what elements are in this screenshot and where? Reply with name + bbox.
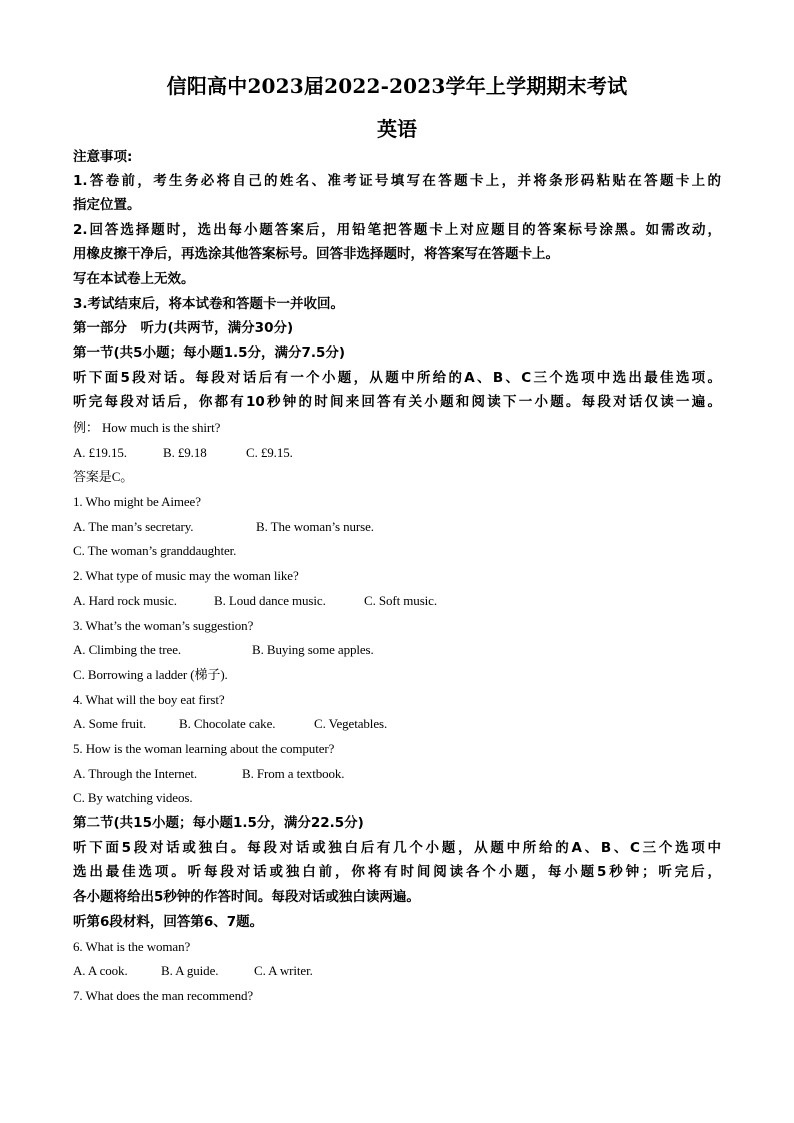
question-2-options	[73, 592, 733, 610]
question-6-option-b: B. A guide.	[161, 963, 219, 978]
question-5-option-c: C. By watching videos.	[73, 790, 193, 805]
question-1-option-b: B. The woman’s nurse.	[256, 519, 374, 534]
question-6: 6. What is the woman?	[73, 939, 191, 954]
question-2-option-b: B. Loud dance music.	[214, 593, 326, 608]
question-4-option-c: C. Vegetables.	[314, 716, 388, 731]
question-5-options-ab	[73, 765, 733, 783]
example-answer: 答案是C。	[73, 469, 134, 484]
question-1: 1. Who might be Aimee?	[73, 494, 201, 509]
question-3-option-c: C. Borrowing a ladder (梯子).	[73, 667, 228, 682]
question-5: 5. How is the woman learning about the computer?	[73, 741, 335, 756]
question-6-options	[73, 962, 733, 980]
question-3-option-a: A. Climbing the tree.	[73, 642, 182, 657]
question-6-option-a: A. A cook.	[73, 963, 128, 978]
example-option-a: A. £19.15.	[73, 445, 127, 460]
notice-item-1-line-2: 指定位置。	[73, 197, 141, 213]
example-option-c: C. £9.15.	[246, 445, 293, 460]
question-4-option-a: A. Some fruit.	[73, 716, 146, 731]
question-1-options-ab	[73, 518, 733, 536]
question-2-option-a: A. Hard rock music.	[73, 593, 177, 608]
notice-item-2-line-2: 用橡皮擦干净后，再选涂其他答案标号。回答非选择题时，将答案写在答题卡上。	[73, 246, 559, 262]
question-2: 2. What type of music may the woman like?	[73, 568, 299, 583]
exam-title: 信阳高中2023届2022-2023学年上学期期末考试	[166, 74, 628, 98]
notice-item-1-line-1: 1.答卷前，考生务必将自己的姓名、准考证号填写在答题卡上，并将条形码粘贴在答题卡上的	[73, 173, 721, 189]
question-4-option-b: B. Chocolate cake.	[179, 716, 276, 731]
section-1-heading: 第一节(共5小题；每小题1.5分，满分7.5分)	[73, 345, 346, 361]
example-question: 例： How much is the shirt?	[73, 420, 221, 435]
notice-item-2-line-1: 2.回答选择题时，选出每小题答案后，用铅笔把答题卡上对应题目的答案标号涂黑。如需改动，	[73, 222, 721, 238]
question-3-option-b: B. Buying some apples.	[252, 642, 374, 657]
section-2-instruction-line-2: 选出最佳选项。听每段对话或独白前，你将有时间阅读各个小题，每小题5秒钟；听完后，	[73, 864, 721, 880]
section-2-instruction-line-3: 各小题将给出5秒钟的作答时间。每段对话或独白读两遍。	[73, 889, 420, 905]
question-1-option-a: A. The man’s secretary.	[73, 519, 194, 534]
section-1-instruction-line-1: 听下面5段对话。每段对话后有一个小题，从题中所给的A、B、C三个选项中选出最佳选项。	[73, 370, 721, 386]
question-7: 7. What does the man recommend?	[73, 988, 254, 1003]
section-2-instruction-line-1: 听下面5段对话或独白。每段对话或独白后有几个小题，从题中所给的A、B、C三个选项中	[73, 840, 721, 856]
question-4: 4. What will the boy eat first?	[73, 692, 225, 707]
part-1-heading: 第一部分 听力(共两节，满分30分)	[73, 320, 294, 336]
question-5-option-a: A. Through the Internet.	[73, 766, 198, 781]
question-3-options-ab	[73, 641, 733, 659]
example-option-b: B. £9.18	[163, 445, 207, 460]
section-2-heading: 第二节(共15小题；每小题1.5分，满分22.5分)	[73, 815, 364, 831]
question-5-option-b: B. From a textbook.	[242, 766, 345, 781]
question-4-options	[73, 715, 733, 733]
notice-item-3: 3.考试结束后，将本试卷和答题卡一并收回。	[73, 296, 345, 312]
material-6-heading: 听第6段材料，回答第6、7题。	[73, 914, 264, 930]
question-1-option-c: C. The woman’s granddaughter.	[73, 543, 237, 558]
section-1-instruction-line-2: 听完每段对话后，你都有10秒钟的时间来回答有关小题和阅读下一小题。每段对话仅读一遍。	[73, 394, 721, 410]
question-2-option-c: C. Soft music.	[364, 593, 437, 608]
question-3: 3. What’s the woman’s suggestion?	[73, 618, 254, 633]
example-options	[73, 444, 733, 462]
subject-title: 英语	[377, 117, 417, 141]
question-6-option-c: C. A writer.	[254, 963, 313, 978]
notice-heading: 注意事项:	[73, 149, 133, 165]
notice-item-2-line-3: 写在本试卷上无效。	[73, 271, 195, 287]
